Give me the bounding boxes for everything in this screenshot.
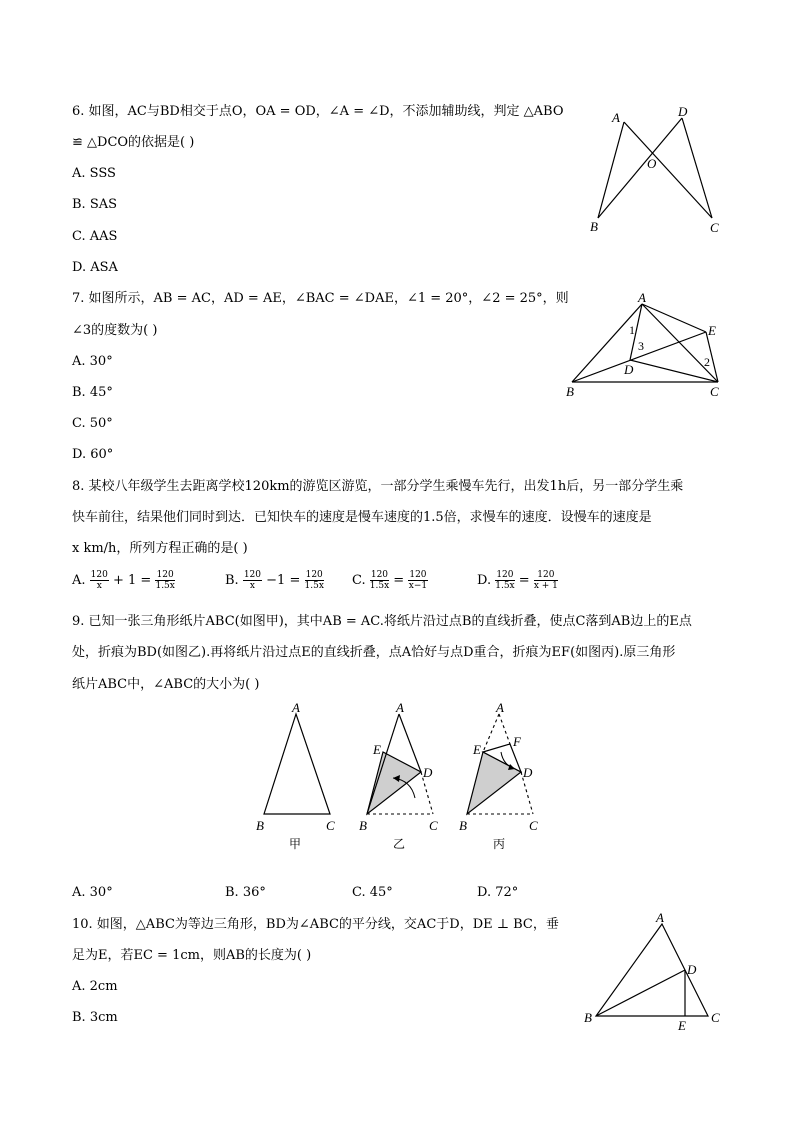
q7-option-c[interactable]: C. 50°: [72, 416, 113, 431]
q7-label-angle2: 2: [704, 355, 710, 369]
q9-bing-label-a: A: [496, 700, 504, 715]
q6-label-o: O: [647, 156, 657, 171]
q8-stem-line3: x km/h，所列方程正确的是( ): [72, 541, 248, 556]
q10-label-c: C: [711, 1010, 720, 1025]
q8-option-d[interactable]: [477, 570, 558, 591]
q7-option-d[interactable]: D. 60°: [72, 447, 114, 462]
q10-label-d: D: [687, 962, 697, 977]
q6-option-b[interactable]: B. SAS: [72, 197, 118, 212]
q7-stem-line1: 7. 如图所示，AB = AC，AD = AE，∠BAC = ∠DAE，∠1 = 20°，∠2 = 25°，则: [72, 291, 569, 306]
q9-jia-label-b: B: [256, 818, 264, 833]
fraction: $\frac{120}{x}$: [90, 570, 108, 591]
q9-option-d[interactable]: D. 72°: [477, 885, 519, 900]
q9-yi-label-d: D: [423, 765, 433, 780]
q7-stem-line2: ∠3的度数为( ): [72, 323, 158, 338]
q7-label-c: C: [710, 384, 719, 399]
q9-yi-label-a: A: [396, 700, 404, 715]
q9-bing-label-f: F: [513, 734, 521, 749]
q8-option-b-label: B.: [225, 573, 239, 588]
q9-figure-yi: [355, 700, 450, 852]
q8-option-c-label: C.: [352, 573, 366, 588]
q9-yi-label-b: B: [359, 818, 367, 833]
q7-figure: [560, 290, 735, 405]
q9-jia-label-c: C: [326, 818, 335, 833]
q9-stem-line2: 处，折痕为BD(如图乙).再将纸片沿过点E的直线折叠，点A恰好与点D重合，折痕为EF(如图丙).原三角形: [72, 645, 676, 660]
q9-option-c[interactable]: C. 45°: [352, 885, 393, 900]
operator: =: [393, 573, 405, 588]
q6-stem-line2: ≌ △DCO的依据是( ): [72, 135, 195, 150]
q9-stem-line1: 9. 已知一张三角形纸片ABC(如图甲)，其中AB = AC.将纸片沿过点B的直线折叠，使点C落到AB边上的E点: [72, 614, 692, 629]
q7-label-angle1: 1: [629, 323, 635, 337]
q8-option-a-label: A.: [72, 573, 86, 588]
q9-bing-label-b: B: [459, 818, 467, 833]
fraction: $\frac{120}{1.5x}$: [369, 570, 390, 591]
operator: −1 =: [266, 573, 301, 588]
q10-label-a: A: [656, 910, 664, 925]
fraction: $\frac{120}{x}$: [243, 570, 262, 591]
q7-option-a[interactable]: A. 30°: [72, 354, 113, 369]
q8-option-b[interactable]: [225, 570, 324, 591]
q7-label-a: A: [638, 290, 646, 305]
q6-option-c[interactable]: C. AAS: [72, 229, 118, 244]
q9-option-b[interactable]: B. 36°: [225, 885, 266, 900]
q8-option-d-label: D.: [477, 573, 492, 588]
fraction: $\frac{120}{x + 1}$: [533, 570, 558, 591]
q10-option-b[interactable]: B. 3cm: [72, 1010, 118, 1025]
q6-label-c: C: [710, 220, 719, 235]
q7-label-e: E: [708, 323, 716, 338]
q7-label-d: D: [624, 362, 634, 377]
q6-option-a[interactable]: A. SSS: [72, 166, 116, 181]
q9-bing-label-d: D: [523, 765, 533, 780]
q7-label-angle3: 3: [638, 339, 644, 353]
q9-bing-label-e: E: [473, 742, 481, 757]
q8-option-c[interactable]: [352, 570, 428, 591]
q9-yi-label-e: E: [373, 742, 381, 757]
q6-label-b: B: [590, 219, 598, 234]
q9-caption-jia: 甲: [289, 837, 302, 851]
fraction: $\frac{120}{1.5x}$: [304, 570, 324, 591]
q9-yi-label-c: C: [429, 818, 438, 833]
q6-label-d: D: [678, 104, 688, 119]
q10-label-e: E: [678, 1018, 686, 1033]
q9-caption-bing: 丙: [493, 837, 506, 851]
q9-jia-label-a: A: [292, 700, 300, 715]
operator: + 1 =: [113, 573, 152, 588]
q10-option-a[interactable]: A. 2cm: [72, 979, 118, 994]
q7-option-b[interactable]: B. 45°: [72, 385, 113, 400]
q10-stem-line1: 10. 如图，△ABC为等边三角形，BD为∠ABC的平分线，交AC于D，DE ⊥ BC，垂: [72, 917, 559, 932]
q8-stem-line2: 快车前往，结果他们同时到达．已知快车的速度是慢车速度的1.5倍，求慢车的速度．设慢车的速度是: [72, 510, 652, 525]
fraction: $\frac{120}{1.5x}$: [495, 570, 515, 591]
q6-stem-line1: 6. 如图，AC与BD相交于点O，OA = OD，∠A = ∠D，不添加辅助线，判定 △ABO: [72, 104, 564, 119]
operator: =: [518, 573, 530, 588]
fraction: $\frac{120}{x-1}$: [408, 570, 428, 591]
q8-option-a[interactable]: [72, 570, 175, 591]
q8-stem-line1: 8. 某校八年级学生去距离学校120km的游览区游览，一部分学生乘慢车先行，出发1h后，另一部分学生乘: [72, 479, 684, 494]
q6-figure: [580, 100, 730, 240]
q10-figure: [580, 910, 730, 1035]
q10-stem-line2: 足为E，若EC = 1cm，则AB的长度为( ): [72, 948, 312, 963]
q6-label-a: A: [612, 110, 620, 125]
q10-label-b: B: [584, 1010, 592, 1025]
fraction: $\frac{120}{1.5x}$: [155, 570, 175, 591]
q9-bing-label-c: C: [529, 818, 538, 833]
q9-option-a[interactable]: A. 30°: [72, 885, 113, 900]
q9-figure-bing: [455, 700, 550, 852]
q9-caption-yi: 乙: [393, 837, 406, 851]
q6-option-d[interactable]: D. ASA: [72, 260, 118, 275]
q7-label-b: B: [566, 384, 574, 399]
q9-figure-jia: [252, 700, 342, 852]
q9-stem-line3: 纸片ABC中，∠ABC的大小为( ): [72, 677, 260, 692]
